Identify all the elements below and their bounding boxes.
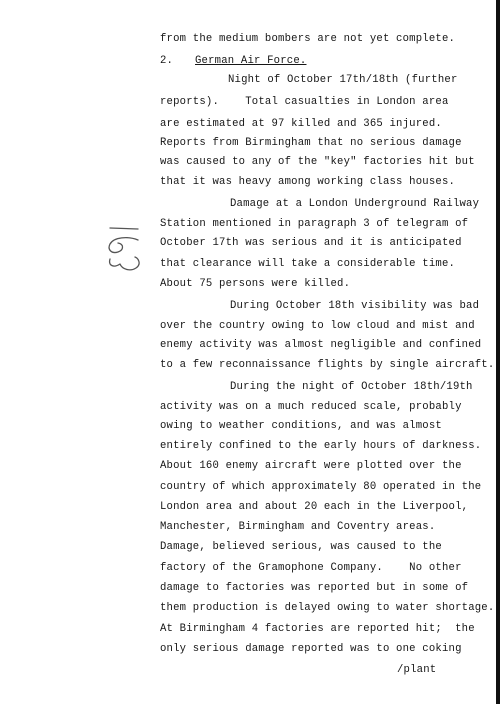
text-line: owing to weather conditions, and was almost xyxy=(160,420,442,432)
text-line: that it was heavy among working class houses. xyxy=(160,176,456,188)
text-line: During the night of October 18th/19th xyxy=(230,381,473,393)
text-line: During October 18th visibility was bad xyxy=(230,300,480,312)
text-line: Station mentioned in paragraph 3 of telegram of xyxy=(160,218,469,230)
text-line: Reports from Birmingham that no serious damage xyxy=(160,137,462,149)
text-line: At Birmingham 4 factories are reported hit; the xyxy=(160,623,475,635)
text-line: London area and about 20 each in the Liverpool, xyxy=(160,501,469,513)
text-line: reports). Total casualties in London area xyxy=(160,96,449,108)
section-heading: German Air Force. xyxy=(195,55,307,67)
text-line: enemy activity was almost negligible and confined xyxy=(160,339,482,351)
text-line: entirely confined to the early hours of darkness. xyxy=(160,440,482,452)
text-line: over the country owing to low cloud and mist and xyxy=(160,320,475,332)
scan-edge xyxy=(496,0,500,704)
text-line: to a few reconnaissance flights by single aircraft. xyxy=(160,359,495,371)
text-line: that clearance will take a considerable time. xyxy=(160,258,456,270)
catchword: /plant xyxy=(397,664,437,676)
handwritten-folio-number xyxy=(102,224,146,278)
text-line: About 75 persons were killed. xyxy=(160,278,351,290)
text-line: only serious damage reported was to one coking xyxy=(160,643,462,655)
text-line: country of which approximately 80 operated in the xyxy=(160,481,482,493)
text-line: Damage at a London Underground Railway xyxy=(230,198,480,210)
text-line: activity was on a much reduced scale, probably xyxy=(160,401,462,413)
text-line: damage to factories was reported but in some of xyxy=(160,582,469,594)
text-line: them production is delayed owing to water shortage. xyxy=(160,602,495,614)
text-line: was caused to any of the "key" factories hit but xyxy=(160,156,475,168)
text-line: Night of October 17th/18th (further xyxy=(228,74,458,86)
section-number: 2. xyxy=(160,55,174,67)
text-line: factory of the Gramophone Company. No other xyxy=(160,562,462,574)
text-line: from the medium bombers are not yet complete. xyxy=(160,33,456,45)
text-line: Manchester, Birmingham and Coventry areas. xyxy=(160,521,436,533)
text-line: About 160 enemy aircraft were plotted over the xyxy=(160,460,462,472)
text-line: Damage, believed serious, was caused to the xyxy=(160,541,442,553)
text-line: October 17th was serious and it is anticipated xyxy=(160,237,462,249)
text-line: are estimated at 97 killed and 365 injured. xyxy=(160,118,442,130)
